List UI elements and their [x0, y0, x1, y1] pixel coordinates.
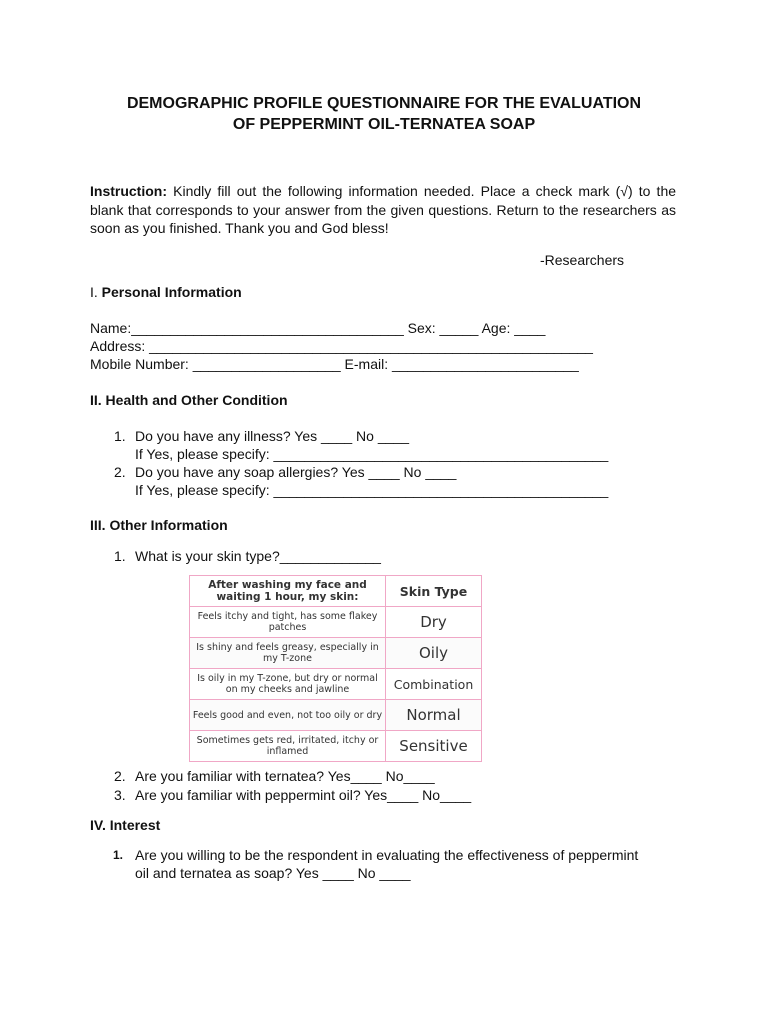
section1-number: I.: [90, 284, 98, 300]
respondent-question-number: 1.: [113, 848, 124, 862]
section2-title: II. Health and Other Condition: [90, 392, 288, 408]
illness-specify-line[interactable]: If Yes, please specify: ___________________________________________: [135, 446, 609, 462]
header-skin-description: After washing my face and waiting 1 hour, my skin:: [190, 576, 386, 607]
skin-description-cell: Is shiny and feels greasy, especially in my T-zone: [190, 638, 386, 669]
skin-type-cell: Oily: [386, 638, 482, 669]
respondent-question-line1[interactable]: Are you willing to be the respondent in evaluating the effectiveness of peppermint: [135, 847, 639, 863]
skin-type-question-number: 1.: [114, 548, 126, 564]
skin-description-cell: Feels good and even, not too oily or dry: [190, 700, 386, 731]
skin-type-cell: Normal: [386, 700, 482, 731]
ternatea-question-number: 2.: [114, 768, 126, 784]
skin-type-cell: Combination: [386, 669, 482, 700]
address-line[interactable]: Address: _________________________________________________________: [90, 338, 593, 354]
instruction-text: Kindly fill out the following information needed. Place a check mark (√) to the blank that corresponds to your answer from the given questions. Return to the researchers as soon as you finished. Thank you and God bless!: [90, 183, 677, 236]
skin-type-table-header: [190, 576, 482, 607]
skin-type-cell: Sensitive: [386, 731, 482, 762]
researchers-signature: -Researchers: [540, 252, 625, 268]
skin-type-cell: Dry: [386, 607, 482, 638]
allergy-question-number: 2.: [114, 464, 126, 480]
allergy-specify-line[interactable]: If Yes, please specify: ___________________________________________: [135, 482, 609, 498]
instruction-paragraph: [90, 182, 676, 238]
section1-title: Personal Information: [101, 284, 242, 300]
header-skin-type: Skin Type: [386, 576, 482, 607]
illness-question[interactable]: Do you have any illness? Yes ____ No ____: [135, 428, 409, 444]
respondent-question-line2[interactable]: oil and ternatea as soap? Yes ____ No ____: [135, 865, 411, 881]
table-row: [190, 669, 482, 700]
table-row: [190, 700, 482, 731]
instruction-label: Instruction:: [90, 183, 167, 199]
name-sex-age-line[interactable]: Name:___________________________________ Sex: _____ Age: ____: [90, 320, 546, 336]
skin-description-cell: Sometimes gets red, irritated, itchy or inflamed: [190, 731, 386, 762]
table-row: [190, 638, 482, 669]
illness-question-number: 1.: [114, 428, 126, 444]
document-title-line2: OF PEPPERMINT OIL-TERNATEA SOAP: [232, 116, 536, 133]
ternatea-question[interactable]: Are you familiar with ternatea? Yes____ No____: [135, 768, 435, 784]
section4-title: IV. Interest: [90, 817, 161, 833]
table-row: [190, 607, 482, 638]
skin-description-cell: Is oily in my T-zone, but dry or normal on my cheeks and jawline: [190, 669, 386, 700]
document-title-line1: DEMOGRAPHIC PROFILE QUESTIONNAIRE FOR THE EVALUATION: [126, 95, 642, 112]
peppermint-question[interactable]: Are you familiar with peppermint oil? Yes____ No____: [135, 787, 472, 803]
mobile-email-line[interactable]: Mobile Number: ___________________ E-mail: ________________________: [90, 356, 579, 372]
table-row: [190, 731, 482, 762]
skin-description-cell: Feels itchy and tight, has some flakey patches: [190, 607, 386, 638]
peppermint-question-number: 3.: [114, 787, 126, 803]
skin-type-table: [189, 575, 482, 762]
skin-type-question[interactable]: What is your skin type?_____________: [135, 548, 381, 564]
section1-heading: [90, 284, 242, 300]
section3-title: III. Other Information: [90, 517, 228, 533]
allergy-question[interactable]: Do you have any soap allergies? Yes ____ No ____: [135, 464, 457, 480]
